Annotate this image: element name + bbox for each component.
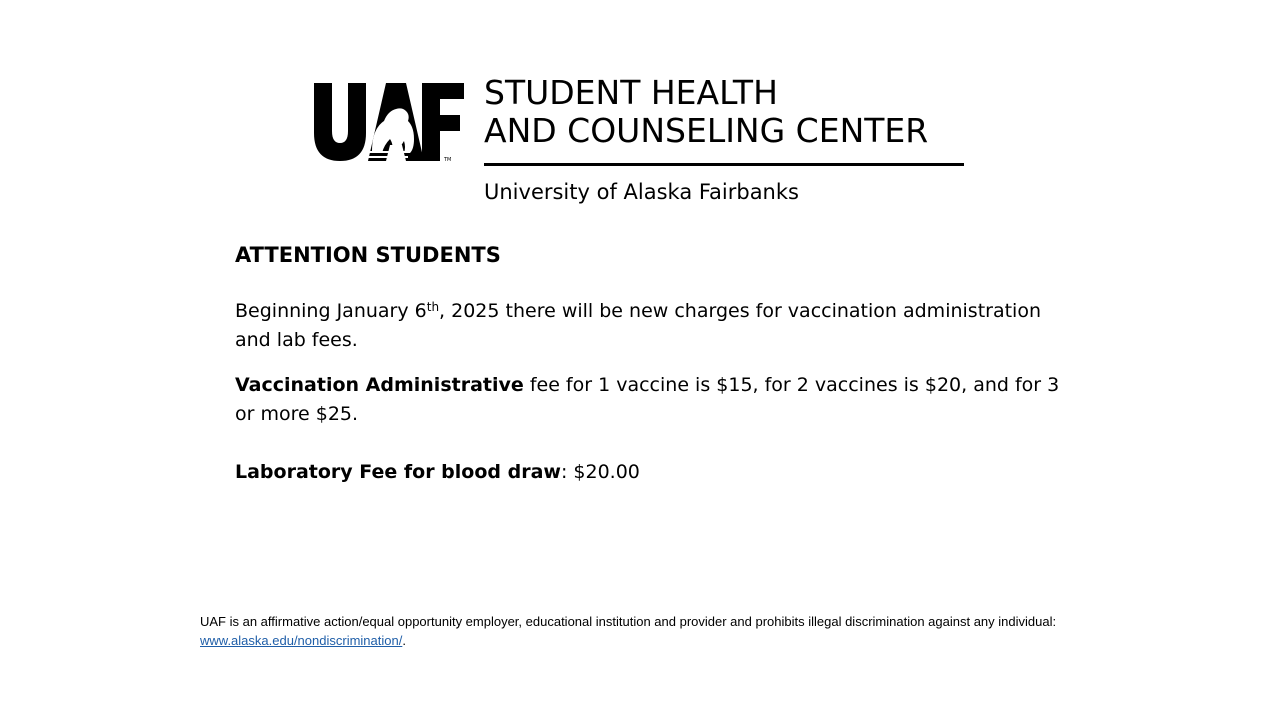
uaf-polar-bear-logo-icon (314, 81, 466, 163)
intro-superscript: th (426, 300, 440, 314)
logo-divider (484, 163, 964, 166)
svg-text:TM: TM (444, 157, 452, 163)
vaccination-fee-paragraph (235, 371, 1065, 429)
nondiscrimination-footer (200, 612, 1130, 650)
notice-heading: ATTENTION STUDENTS (235, 243, 501, 267)
nondiscrimination-link[interactable]: www.alaska.edu/nondiscrimination/ (200, 633, 403, 648)
lab-fee-amount: : $20.00 (560, 461, 640, 483)
vaccination-fee-label: Vaccination Administrative (235, 374, 524, 396)
intro-paragraph (235, 297, 1065, 355)
footer-text: UAF is an affirmative action/equal opportunity employer, educational institution and provider and prohibits illegal discrimination against any individual: (200, 614, 1057, 629)
vaccination-fee-text: fee for 1 vaccine is $15, for 2 vaccines is $20, and for 3 or more $25. (235, 374, 1060, 425)
center-name-line2: AND COUNSELING CENTER (484, 111, 929, 150)
center-name (484, 74, 928, 150)
lab-fee-label: Laboratory Fee for blood draw (235, 461, 561, 483)
center-name-line1: STUDENT HEALTH (484, 73, 778, 112)
intro-text-end: , 2025 there will be new charges for vaccination administration and lab fees. (235, 300, 1041, 351)
intro-text-start: Beginning January 6 (235, 300, 427, 322)
lab-fee-paragraph (235, 458, 1065, 487)
footer-trailing: . (402, 633, 406, 648)
university-name: University of Alaska Fairbanks (484, 180, 799, 204)
uaf-logo (314, 74, 974, 214)
notice-body (235, 240, 1065, 503)
